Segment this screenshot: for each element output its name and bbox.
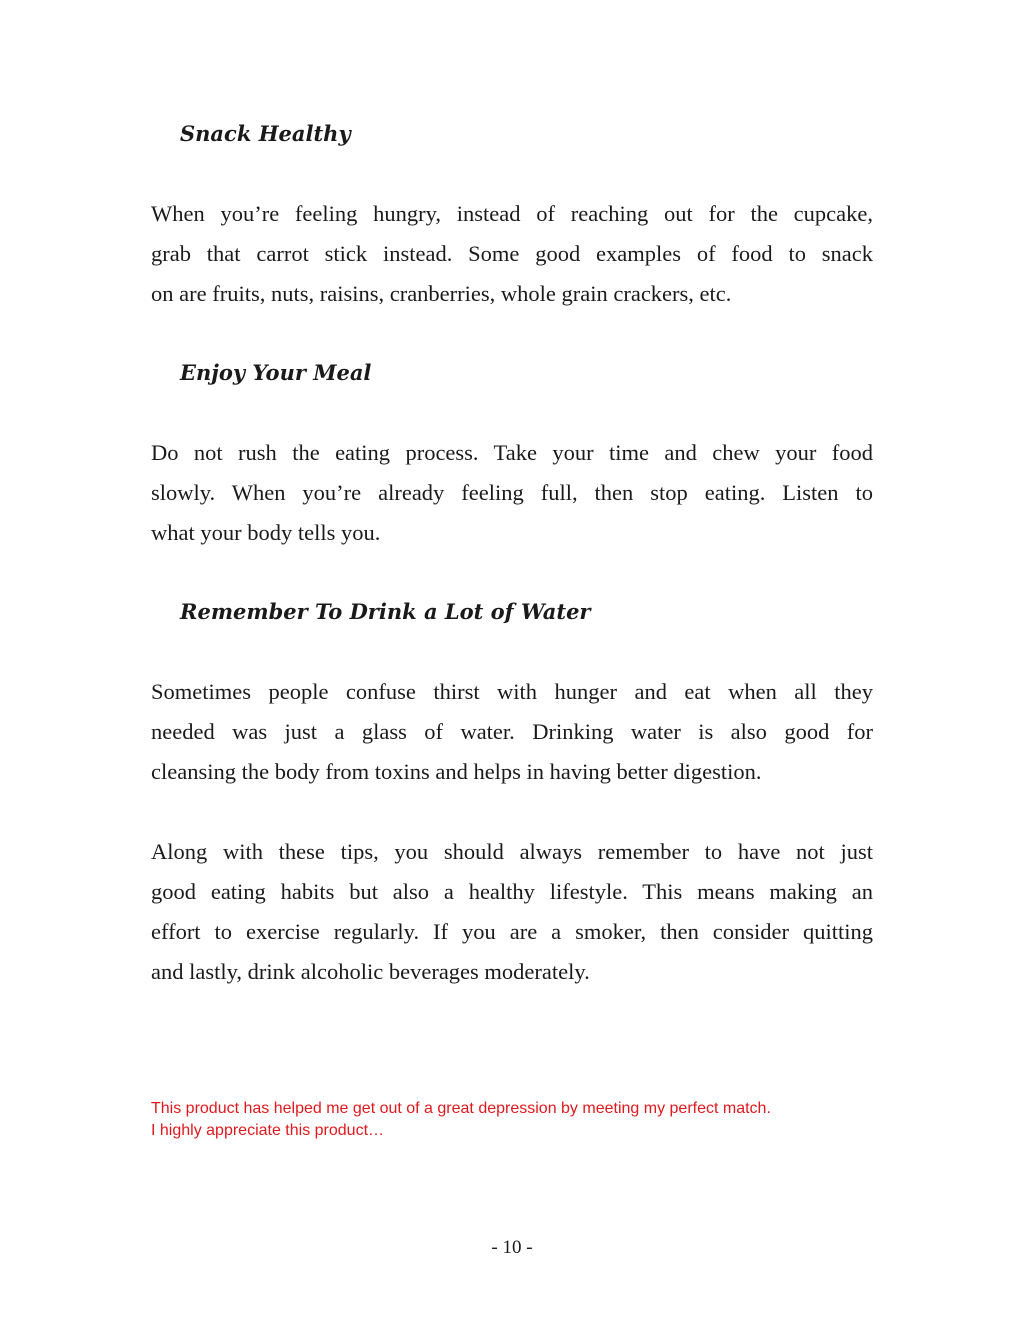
- section-heading-drink-water: Remember To Drink a Lot of Water: [180, 599, 591, 624]
- paragraph-line: on are fruits, nuts, raisins, cranberries, whole grain crackers, etc.: [151, 281, 732, 306]
- paragraph-line: When you’re feeling hungry, instead of reaching out for the cupcake,: [151, 201, 873, 226]
- paragraph-line: Sometimes people confuse thirst with hunger and eat when all they: [151, 679, 873, 704]
- paragraph-line: what your body tells you.: [151, 520, 381, 545]
- paragraph-line: slowly. When you’re already feeling full, then stop eating. Listen to: [151, 480, 873, 505]
- promo-testimonial: [151, 1098, 771, 1142]
- paragraph-enjoy-your-meal: [151, 433, 873, 553]
- paragraph-line: cleansing the body from toxins and helps in having better digestion.: [151, 759, 762, 784]
- paragraph-line: Do not rush the eating process. Take your time and chew your food: [151, 440, 873, 465]
- page-number: - 10 -: [491, 1237, 533, 1258]
- section-heading-snack-healthy: Snack Healthy: [180, 121, 351, 146]
- paragraph-line: effort to exercise regularly. If you are a smoker, then consider quitting: [151, 919, 873, 944]
- paragraph-drink-water: [151, 672, 873, 792]
- paragraph-line: Along with these tips, you should always remember to have not just: [151, 839, 873, 864]
- paragraph-closing: [151, 832, 873, 992]
- paragraph-line: good eating habits but also a healthy lifestyle. This means making an: [151, 879, 873, 904]
- paragraph-line: needed was just a glass of water. Drinking water is also good for: [151, 719, 873, 744]
- paragraph-line: grab that carrot stick instead. Some good examples of food to snack: [151, 241, 873, 266]
- section-heading-enjoy-your-meal: Enjoy Your Meal: [180, 360, 372, 385]
- paragraph-snack-healthy: [151, 194, 873, 314]
- promo-line-1: This product has helped me get out of a great depression by meeting my perfect match.: [151, 1100, 771, 1117]
- paragraph-line: and lastly, drink alcoholic beverages moderately.: [151, 959, 590, 984]
- promo-line-2: I highly appreciate this product…: [151, 1122, 385, 1139]
